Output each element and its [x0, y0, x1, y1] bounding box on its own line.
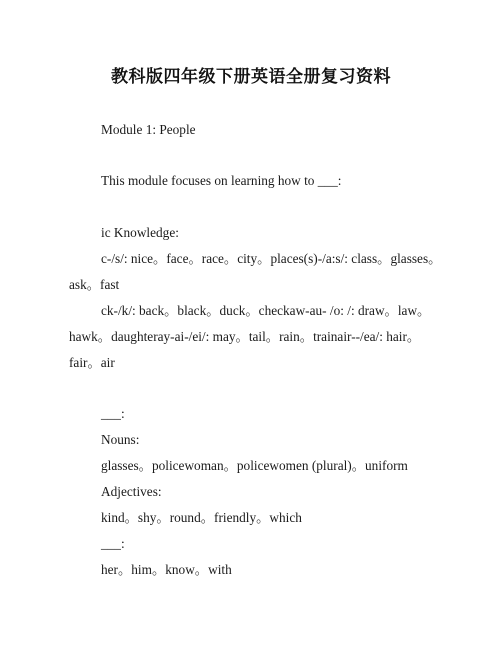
adjectives-list: kind。shy。round。friendly。which	[101, 510, 302, 525]
phonics-line-2: ck-/k/: back。black。duck。checkaw-au- /o: /: draw。law。	[101, 303, 431, 318]
document-title: 教科版四年级下册英语全册复习资料	[111, 67, 391, 87]
phonics-line-2-end: fair。air	[69, 355, 115, 370]
phonics-line-1-cont: ask。fast	[69, 277, 120, 292]
phonics-line-2-cont: hawk。daughteray-ai-/ei/: may。tail。rain。trainair--/ea/: hair。	[69, 329, 421, 344]
module-heading: Module 1: People	[101, 122, 196, 137]
other-words-list: her。him。know。with	[101, 562, 232, 577]
intro-text: This module focuses on learning how to ___:	[101, 173, 342, 188]
section-heading-knowledge: ic Knowledge:	[101, 225, 179, 240]
section-heading-vocabulary: ___:	[101, 406, 125, 421]
nouns-heading: Nouns:	[101, 432, 140, 447]
section-heading-other: ___:	[101, 536, 125, 551]
adjectives-heading: Adjectives:	[101, 484, 162, 499]
phonics-line-1: c-/s/: nice。face。race。city。places(s)-/a:s/: class。glasses。	[101, 251, 442, 266]
nouns-list: glasses。policewoman。policewomen (plural)。uniform	[101, 458, 408, 473]
